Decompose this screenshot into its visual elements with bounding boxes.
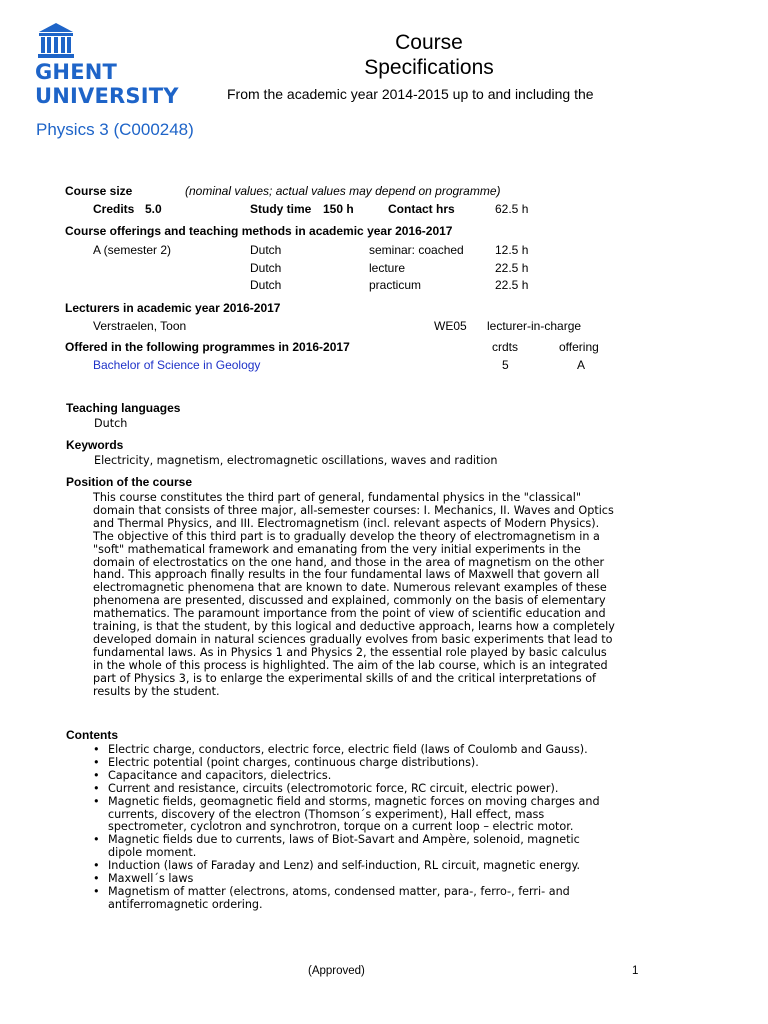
- list-item-text: Magnetic fields, geomagnetic field and storms, magnetic forces on moving charges and currents, discovery of the electron (Thomson´s experiment), Hall effect, mass spectrometer, cyclotron and synchrotron, torque on a current loop – electric motor.: [108, 794, 600, 834]
- list-item-text: Current and resistance, circuits (electromotoric force, RC circuit, electric power).: [108, 781, 559, 795]
- list-item-text: Magnetic fields due to currents, laws of Biot-Savart and Ampère, solenoid, magnetic dipole moment.: [108, 833, 580, 860]
- list-item-text: Electric charge, conductors, electric force, electric field (laws of Coulomb and Gauss).: [108, 743, 588, 756]
- course-size-note: (nominal values; actual values may depend on programme): [185, 184, 501, 198]
- logo-text-line1: GHENT: [35, 60, 118, 84]
- list-item: [93, 796, 603, 835]
- keywords-value: Electricity, magnetism, electromagnetic oscillations, waves and radition: [94, 454, 498, 467]
- position-heading: Position of the course: [66, 475, 193, 489]
- offering-language: Dutch: [250, 243, 282, 257]
- contents-heading: Contents: [66, 728, 118, 742]
- contact-hours-label: Contact hrs: [388, 202, 455, 216]
- programme-offering: A: [577, 358, 586, 372]
- list-item: [93, 886, 603, 912]
- bullet-icon: •: [93, 743, 100, 756]
- offering-language: Dutch: [250, 278, 282, 292]
- offering-method: seminar: coached: [369, 243, 464, 257]
- approval-status: (Approved): [308, 965, 365, 977]
- position-paragraph: This course constitutes the third part of general, fundamental physics in the "classical" domain that consists of three major, all-semester courses: I. Mechanics, II. Waves and Optics and Thermal Physics, and III. Electromagnetism (incl. relevant aspects of Modern Physics).: [93, 491, 614, 530]
- keywords-heading: Keywords: [66, 438, 124, 452]
- position-text: [93, 492, 618, 699]
- programmes-offering-header: offering: [559, 340, 599, 354]
- offering-semester: A (semester 2): [93, 243, 172, 257]
- programme-credits: 5: [502, 358, 509, 372]
- page-subtitle: From the academic year 2014-2015 up to and including the: [227, 86, 594, 102]
- bullet-icon: •: [93, 884, 100, 898]
- list-item-text: Maxwell´s laws: [108, 872, 194, 886]
- study-time-value: 150 h: [323, 202, 354, 216]
- contents-list: [93, 744, 603, 912]
- bullet-icon: •: [93, 768, 100, 782]
- offering-hours: 12.5 h: [495, 243, 529, 257]
- teaching-languages-heading: Teaching languages: [66, 401, 181, 415]
- credits-label: Credits: [93, 202, 135, 216]
- logo-text-line2: UNIVERSITY: [35, 84, 179, 108]
- bullet-icon: •: [93, 833, 100, 847]
- programmes-credits-header: crdts: [492, 340, 519, 354]
- ghent-university-logo: [35, 22, 179, 108]
- lecturer-role: lecturer-in-charge: [487, 319, 582, 333]
- programmes-heading: Offered in the following programmes in 2016-2017: [65, 340, 350, 354]
- title-line1: Course: [395, 31, 463, 54]
- offerings-heading: Course offerings and teaching methods in academic year 2016-2017: [65, 224, 453, 238]
- offering-method: practicum: [369, 278, 422, 292]
- lecturer-code: WE05: [434, 319, 467, 333]
- bullet-icon: •: [93, 781, 100, 795]
- title-line2: Specifications: [364, 56, 494, 79]
- bullet-icon: •: [93, 859, 100, 873]
- lecturers-heading: Lecturers in academic year 2016-2017: [65, 301, 281, 315]
- university-building-icon: [37, 22, 75, 60]
- course-size-label: Course size: [65, 184, 133, 198]
- offering-method: lecture: [369, 261, 406, 275]
- page-title: [300, 30, 558, 80]
- offering-hours: 22.5 h: [495, 261, 529, 275]
- bullet-icon: •: [93, 872, 100, 886]
- teaching-languages-value: Dutch: [94, 417, 128, 430]
- offering-hours: 22.5 h: [495, 278, 529, 292]
- list-item-text: Magnetism of matter (electrons, atoms, condensed matter, para-, ferro-, ferri- and antiferromagnetic ordering.: [108, 884, 570, 911]
- credits-value: 5.0: [145, 202, 162, 216]
- programme-link-geology[interactable]: Bachelor of Science in Geology: [93, 358, 261, 372]
- offering-language: Dutch: [250, 261, 282, 275]
- study-time-label: Study time: [250, 202, 312, 216]
- list-item-text: Electric potential (point charges, continuous charge distributions).: [108, 755, 479, 769]
- contact-hours-value: 62.5 h: [495, 202, 529, 216]
- bullet-icon: •: [93, 794, 100, 808]
- list-item: [93, 834, 603, 860]
- course-code: Physics 3 (C000248): [36, 120, 194, 139]
- list-item-text: Capacitance and capacitors, dielectrics.: [108, 768, 332, 782]
- position-paragraph: The objective of this third part is to gradually develop the theory of electromagnetism in a "soft" mathematical framework and emanating from the very initial experiments in the domain of electrostatics on the one hand, and those in the area of magnetism on the other hand. This approach finally results in the four fundamental laws of Maxwell that govern all electromagnetic phenomena that are known to date. Numerous relevant examples of these phenomena are presented, discussed and explained, commonly on the basis of elementary mathematics. The paramount importance from the point of view of scientific education and training, is that the student, by this logical and deductive approach, learns how a completely developed domain in natural sciences gradually evolves from basic experiments that lead to fundamental laws. As in Physics 1 and Physics 2, the essential role played by basic calculus in the whole of this process is highlighted. The aim of the lab course, which is an integrated part of Physics 3, is to enlarge the experimental skills of and the critical interpretations of results by the student.: [93, 529, 615, 698]
- list-item-text: Induction (laws of Faraday and Lenz) and self-induction, RL circuit, magnetic energy.: [108, 859, 581, 873]
- page-number: 1: [632, 965, 639, 977]
- lecturer-name: Verstraelen, Toon: [93, 319, 187, 333]
- bullet-icon: •: [93, 755, 100, 769]
